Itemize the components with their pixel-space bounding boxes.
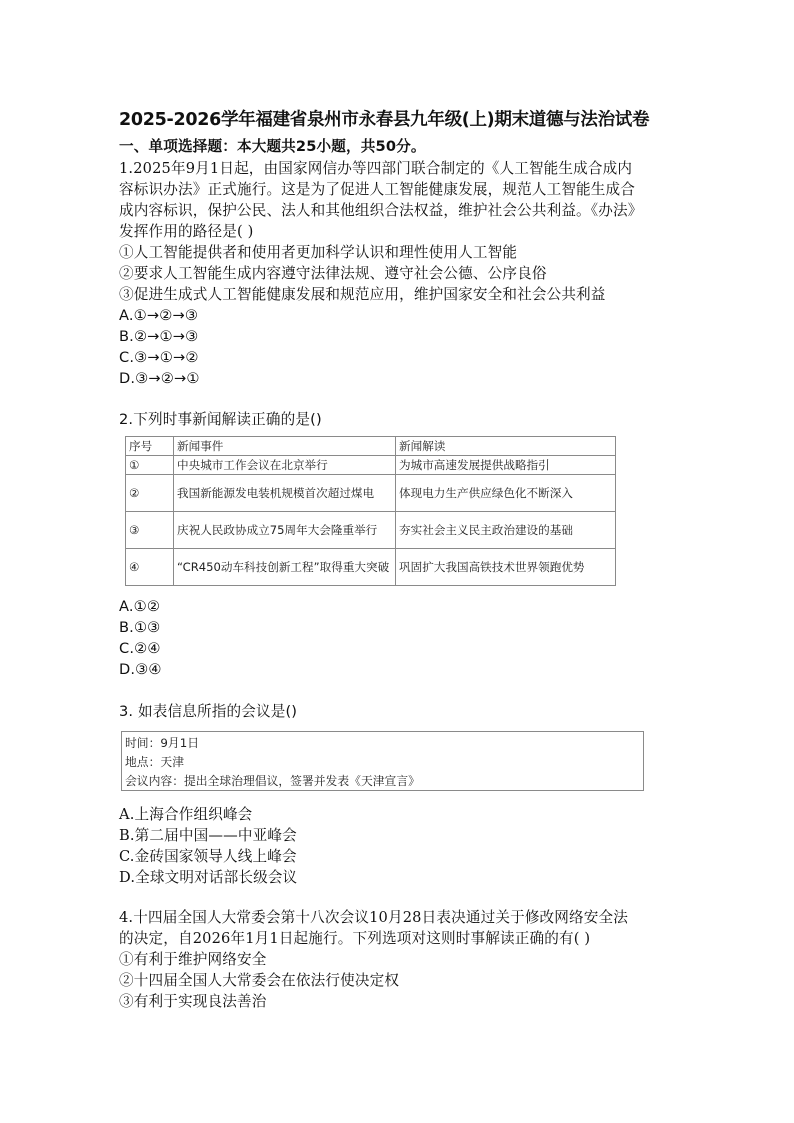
q1-option-c[interactable]: C.③→①→② [119,349,199,366]
meeting-content: 会议内容：提出全球治理倡议，签署并发表《天津宣言》 [125,774,420,788]
q4-stem-line-2: 的决定，自2026年1月1日起施行。下列选项对这则时事解读正确的有( ) [119,930,591,947]
q4-statement-1: ①有利于维护网络安全 [119,951,267,968]
table-cell: 夯实社会主义民主政治建设的基础 [396,512,616,549]
table-cell: 庆祝人民政协成立75周年大会隆重举行 [174,512,396,549]
table-header-row [126,437,616,456]
table-cell: ② [126,475,174,512]
q1-stem-line-4: 发挥作用的路径是( ) [119,223,254,240]
section-heading: 一、单项选择题：本大题共25小题，共50分。 [119,138,426,155]
table-cell: 巩固扩大我国高铁技术世界领跑优势 [396,549,616,586]
q3-option-a[interactable]: A.上海合作组织峰会 [119,806,253,823]
meeting-location: 地点：天津 [125,755,184,769]
q4-statement-3: ③有利于实现良法善治 [119,993,267,1010]
table-cell: 体现电力生产供应绿色化不断深入 [396,475,616,512]
table-cell: ④ [126,549,174,586]
q1-stem-line-3: 成内容标识，保护公民、法人和其他组织合法权益，维护社会公共利益。《办法》 [119,202,643,219]
meeting-info-box [121,731,644,791]
q2-option-a[interactable]: A.①② [119,598,161,615]
q3-option-b[interactable]: B.第二届中国——中亚峰会 [119,827,297,844]
q2-option-c[interactable]: C.②④ [119,640,161,657]
q1-statement-3: ③促进生成式人工智能健康发展和规范应用，维护国家安全和社会公共利益 [119,286,606,303]
table-header: 序号 [126,437,174,456]
table-cell: ① [126,456,174,475]
q4-statement-2: ②十四届全国人大常委会在依法行使决定权 [119,972,400,989]
table-header: 新闻事件 [174,437,396,456]
q2-option-d[interactable]: D.③④ [119,661,162,678]
q4-stem-line-1: 4.十四届全国人大常委会第十八次会议10月28日表决通过关于修改网络安全法 [119,909,629,926]
table-cell: 我国新能源发电装机规模首次超过煤电 [174,475,396,512]
table-cell: “CR450动车科技创新工程”取得重大突破 [174,549,396,586]
q1-option-d[interactable]: D.③→②→① [119,370,200,387]
table-cell: 为城市高速发展提供战略指引 [396,456,616,475]
table-cell: 中央城市工作会议在北京举行 [174,456,396,475]
q2-stem: 2.下列时事新闻解读正确的是() [119,411,322,428]
q3-option-d[interactable]: D.全球文明对话部长级会议 [119,869,298,886]
q2-option-b[interactable]: B.①③ [119,619,161,636]
q1-stem-line-1: 1.2025年9月1日起，由国家网信办等四部门联合制定的《人工智能生成合成内 [119,160,633,177]
q3-option-c[interactable]: C.金砖国家领导人线上峰会 [119,848,297,865]
table-row [126,475,616,512]
meeting-time: 时间：9月1日 [125,736,199,750]
q1-stem-line-2: 容标识办法》正式施行。这是为了促进人工智能健康发展，规范人工智能生成合 [119,181,636,198]
q1-statement-2: ②要求人工智能生成内容遵守法律法规、遵守社会公德、公序良俗 [119,265,547,282]
q1-option-b[interactable]: B.②→①→③ [119,328,199,345]
table-row [126,512,616,549]
exam-title: 2025-2026学年福建省泉州市永春县九年级(上)期末道德与法治试卷 [119,110,650,130]
q3-stem: 3. 如表信息所指的会议是() [119,703,298,720]
q1-statement-1: ①人工智能提供者和使用者更加科学认识和理性使用人工智能 [119,244,518,261]
table-header: 新闻解读 [396,437,616,456]
table-cell: ③ [126,512,174,549]
table-row [126,549,616,586]
q1-option-a[interactable]: A.①→②→③ [119,307,199,324]
news-table [125,436,616,586]
table-row [126,456,616,475]
